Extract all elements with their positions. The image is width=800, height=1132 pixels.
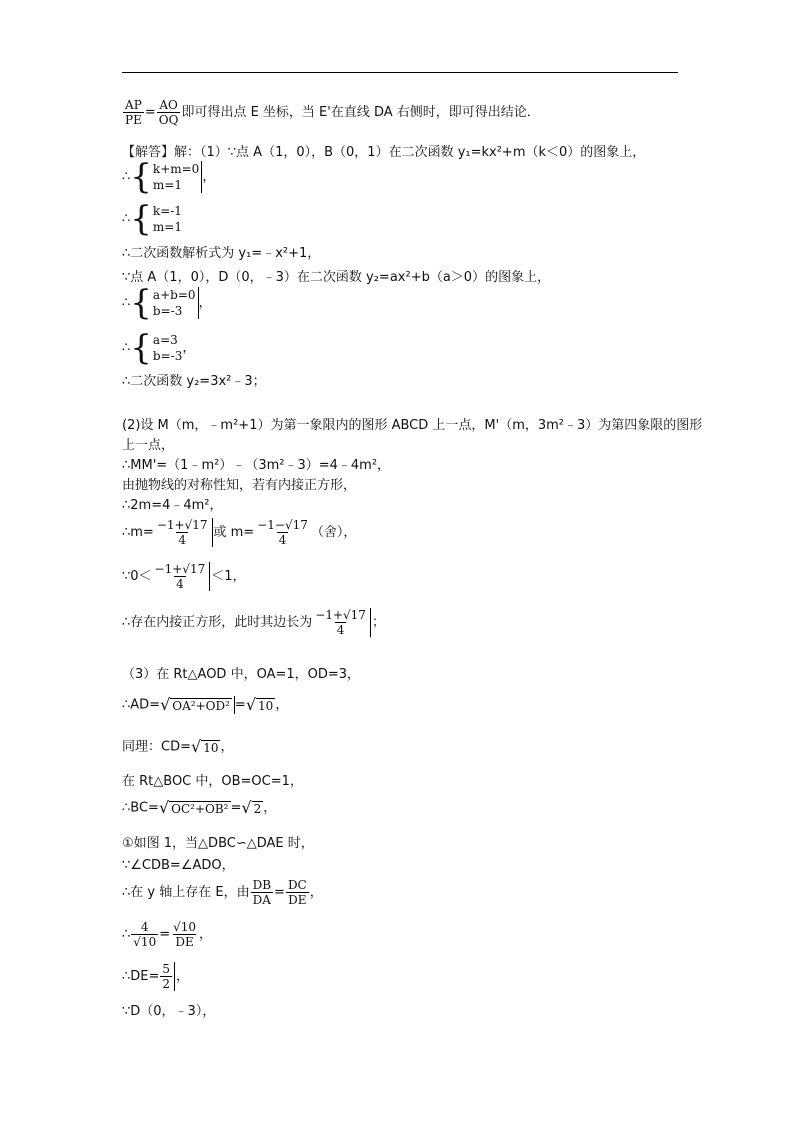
line-y2: ∴二次函数 y₂=3x²﹣3； <box>122 374 266 389</box>
line-symmetry: 由抛物线的对称性知，若有内接正方形， <box>122 478 357 493</box>
fraction-dc-de: $\frac{DC}{DE}$ <box>287 878 307 907</box>
line-part2-cont: 上一点， <box>122 438 175 453</box>
header-rule <box>122 72 678 73</box>
fraction-sqrt10-de: $\frac{√10}{DE}$ <box>173 920 197 949</box>
line-ad: ∴AD= √ OA²+OD² = √ 10 ， <box>122 695 289 714</box>
fraction-4-sqrt10: $\frac{4}{√10}$ <box>133 920 157 949</box>
sqrt-2: √ 2 <box>241 798 262 817</box>
line-e-ratio: ∴在 y 轴上存在 E，由 $\frac{DB}{DA}$ = $\frac{DC}{DE}$ ， <box>122 878 323 907</box>
line-y1: ∴二次函数解析式为 y₁=﹣x²+1， <box>122 246 321 261</box>
fraction-db-da: $\frac{DB}{DA}$ <box>252 878 272 907</box>
line-angle: ∵∠CDB=∠ADO， <box>122 858 235 873</box>
line-part3: （3）在 Rt△AOD 中，OA=1，OD=3， <box>122 667 361 682</box>
line-square-exists: ∴存在内接正方形，此时其边长为 $\frac{-1+√17}{4}$ ； <box>122 608 385 637</box>
line-boc: 在 Rt△BOC 中，OB=OC=1， <box>122 774 303 789</box>
system-k-m-solution: ∴ { k=-1 m=1 <box>122 199 182 239</box>
line-point-d: ∵D（0，﹣3）， <box>122 1004 216 1019</box>
sqrt-ad: √ OA²+OD² <box>160 696 235 714</box>
system-a-b-solution: ∴ { a=3 b=-3 ， <box>122 328 196 368</box>
fraction-m1: $\frac{-1+√17}{4}$ <box>155 518 213 547</box>
system-k-m: ∴ { k+m=0 m=1 ， <box>122 157 216 197</box>
sqrt-10: √ 10 <box>245 695 274 714</box>
fraction-range: $\frac{-1+√17}{4}$ <box>153 562 211 591</box>
fraction-m2: $\frac{-1-√17}{4}$ <box>257 518 308 547</box>
sqrt-cd: √ 10 <box>190 737 219 756</box>
line-2m: ∴2m=4﹣4m²， <box>122 498 223 513</box>
fraction-5-2: $\frac{5}{2}$ <box>160 962 175 991</box>
line-points-ad: ∵点 A（1，0），D（0，﹣3）在二次函数 y₂=ax²+b（a＞0）的图象上， <box>122 270 551 285</box>
system-a-b: ∴ { a+b=0 b=-3 ， <box>122 283 212 323</box>
line-bc: ∴BC= √ OC²+OB² = √ 2 ， <box>122 798 277 817</box>
line-cd: 同理：CD= √ 10 ， <box>122 737 234 756</box>
fraction-side: $\frac{-1+√17}{4}$ <box>313 608 371 637</box>
line-case1: ①如图 1，当△DBC∽△DAE 时， <box>122 836 314 851</box>
line-range: ∵0＜ $\frac{-1+√17}{4}$ ＜1， <box>122 562 246 591</box>
sqrt-bc: √ OC²+OB² <box>158 798 229 817</box>
line-part2-m: (2)设 M（m，﹣m²+1）为第一象限内的图形 ABCD 上一点，M'（m，3m²﹣3）为第四象限的图形 <box>122 418 703 433</box>
fraction-ao-oq: $\frac{AO}{OQ}$ <box>158 98 179 127</box>
line-ap-pe: $\frac{AP}{PE}$ = $\frac{AO}{OQ}$ 即可得出点 E 坐标，当 E'在直线 DA 右侧时，即可得出结论． <box>125 98 540 127</box>
line-mm: ∴MM'=（1﹣m²）﹣（3m²﹣3）=4﹣4m²， <box>122 458 391 473</box>
line-m-solution: ∴m= $\frac{-1+√17}{4}$ 或 m= $\frac{-1-√17}{4}$ （舍）， <box>122 518 357 547</box>
fraction-ap-pe: $\frac{AP}{PE}$ <box>125 98 142 127</box>
solution-header: 【解答】解：（1）∵点 A（1，0），B（0，1）在二次函数 y₁=kx²+m（k＜0）的图象上， <box>122 145 646 160</box>
line-ratio-values: ∴ $\frac{4}{√10}$ = $\frac{√10}{DE}$ ， <box>122 920 213 949</box>
line-de: ∴DE= $\frac{5}{2}$ ， <box>122 962 190 991</box>
